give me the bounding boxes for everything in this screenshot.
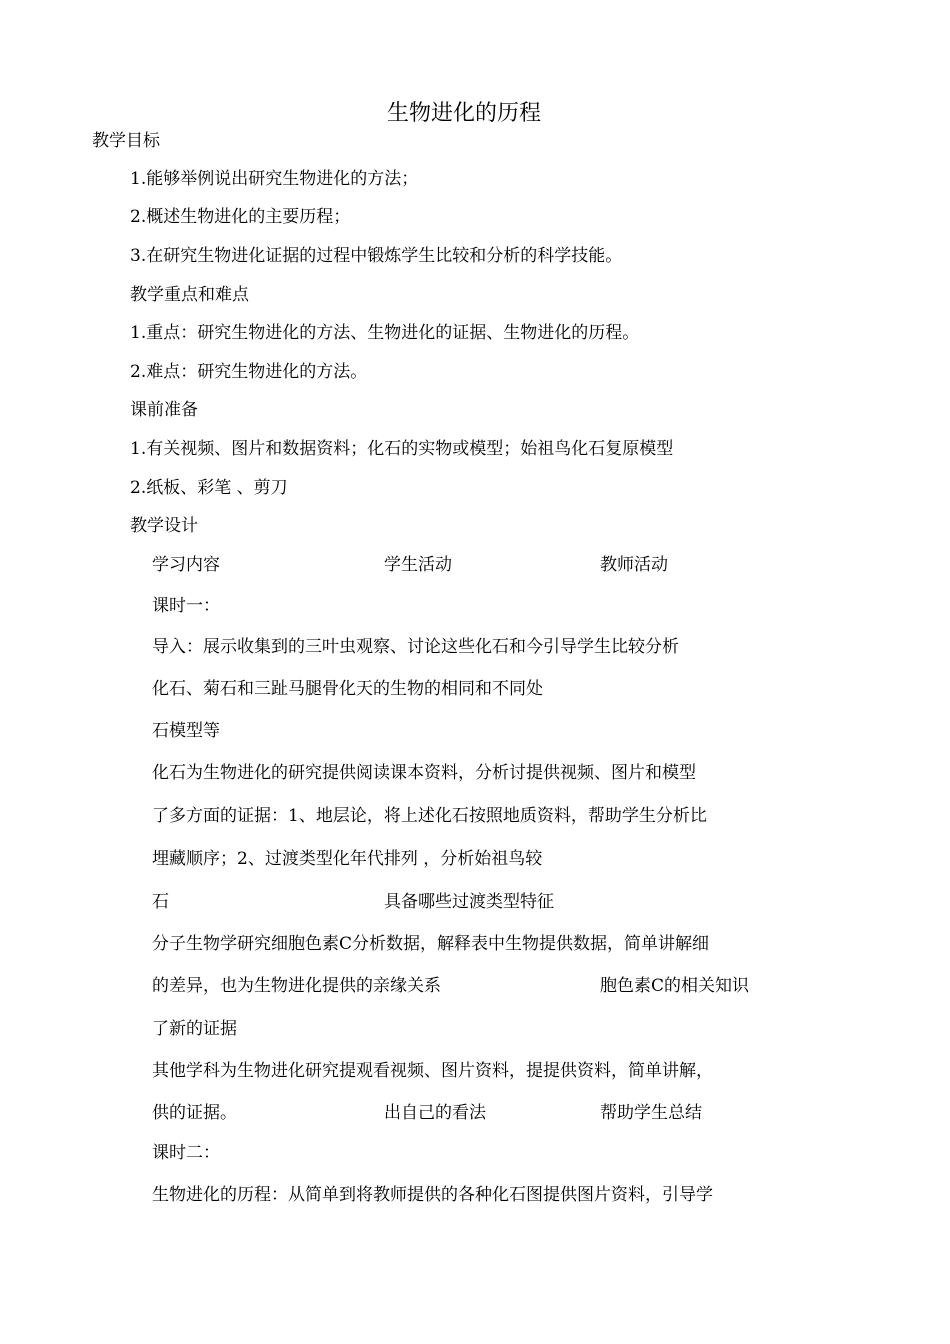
- column-header-teacher: 教师活动: [600, 555, 668, 575]
- table-line: 其他学科为生物进化研究提观看视频、图片资料，提提供资料，简单讲解，: [152, 1061, 713, 1081]
- table-cell: 的差异，也为生物进化提供的亲缘关系: [152, 976, 441, 996]
- key-point-item: 1.重点：研究生物进化的方法、生物进化的证据、生物进化的历程。: [130, 323, 640, 343]
- page-title: 生物进化的历程: [387, 101, 542, 126]
- objective-item: 1.能够举例说出研究生物进化的方法；: [130, 169, 419, 189]
- lesson-label: 课时二：: [152, 1143, 220, 1163]
- lesson-label: 课时一：: [152, 596, 220, 616]
- table-line: 分子生物学研究细胞色素C分析数据，解释表中生物提供数据，简单讲解细: [152, 934, 710, 954]
- table-line: 化石、菊石和三趾马腿骨化天的生物的相同和不同处: [152, 679, 543, 699]
- table-line: 了多方面的证据：1、地层论，将上述化石按照地质资料，帮助学生分析比: [152, 806, 707, 826]
- section-heading-preparation: 课前准备: [130, 400, 198, 420]
- table-cell: 供的证据。: [152, 1103, 237, 1123]
- objective-item: 3.在研究生物进化证据的过程中锻炼学生比较和分析的科学技能。: [130, 246, 623, 266]
- table-cell: 出自己的看法: [384, 1103, 486, 1123]
- column-header-student: 学生活动: [384, 555, 452, 575]
- section-heading-key-points: 教学重点和难点: [130, 285, 249, 305]
- table-cell: 石: [152, 892, 169, 912]
- section-heading-design: 教学设计: [130, 516, 198, 536]
- section-heading-objectives: 教学目标: [92, 131, 160, 151]
- table-line: 生物进化的历程：从简单到将教师提供的各种化石图提供图片资料，引导学: [152, 1185, 713, 1205]
- column-header-content: 学习内容: [152, 555, 220, 575]
- table-cell: 帮助学生总结: [600, 1103, 702, 1123]
- preparation-item: 2.纸板、彩笔 、剪刀: [130, 478, 288, 498]
- table-line: 化石为生物进化的研究提供阅读课本资料，分析讨提供视频、图片和模型: [152, 763, 696, 783]
- table-line: 导入：展示收集到的三叶虫观察、讨论这些化石和今引导学生比较分析: [152, 637, 679, 657]
- table-cell: 胞色素C的相关知识: [600, 976, 750, 996]
- preparation-item: 1.有关视频、图片和数据资料；化石的实物或模型；始祖鸟化石复原模型: [130, 439, 674, 459]
- objective-item: 2.概述生物进化的主要历程；: [130, 207, 351, 227]
- table-line: 埋藏顺序；2、过渡类型化年代排列 ，分析始祖鸟较: [152, 849, 543, 869]
- table-cell: 具备哪些过渡类型特征: [384, 892, 554, 912]
- key-point-item: 2.难点：研究生物进化的方法。: [130, 362, 368, 382]
- table-line: 石模型等: [152, 721, 220, 741]
- table-line: 了新的证据: [152, 1019, 237, 1039]
